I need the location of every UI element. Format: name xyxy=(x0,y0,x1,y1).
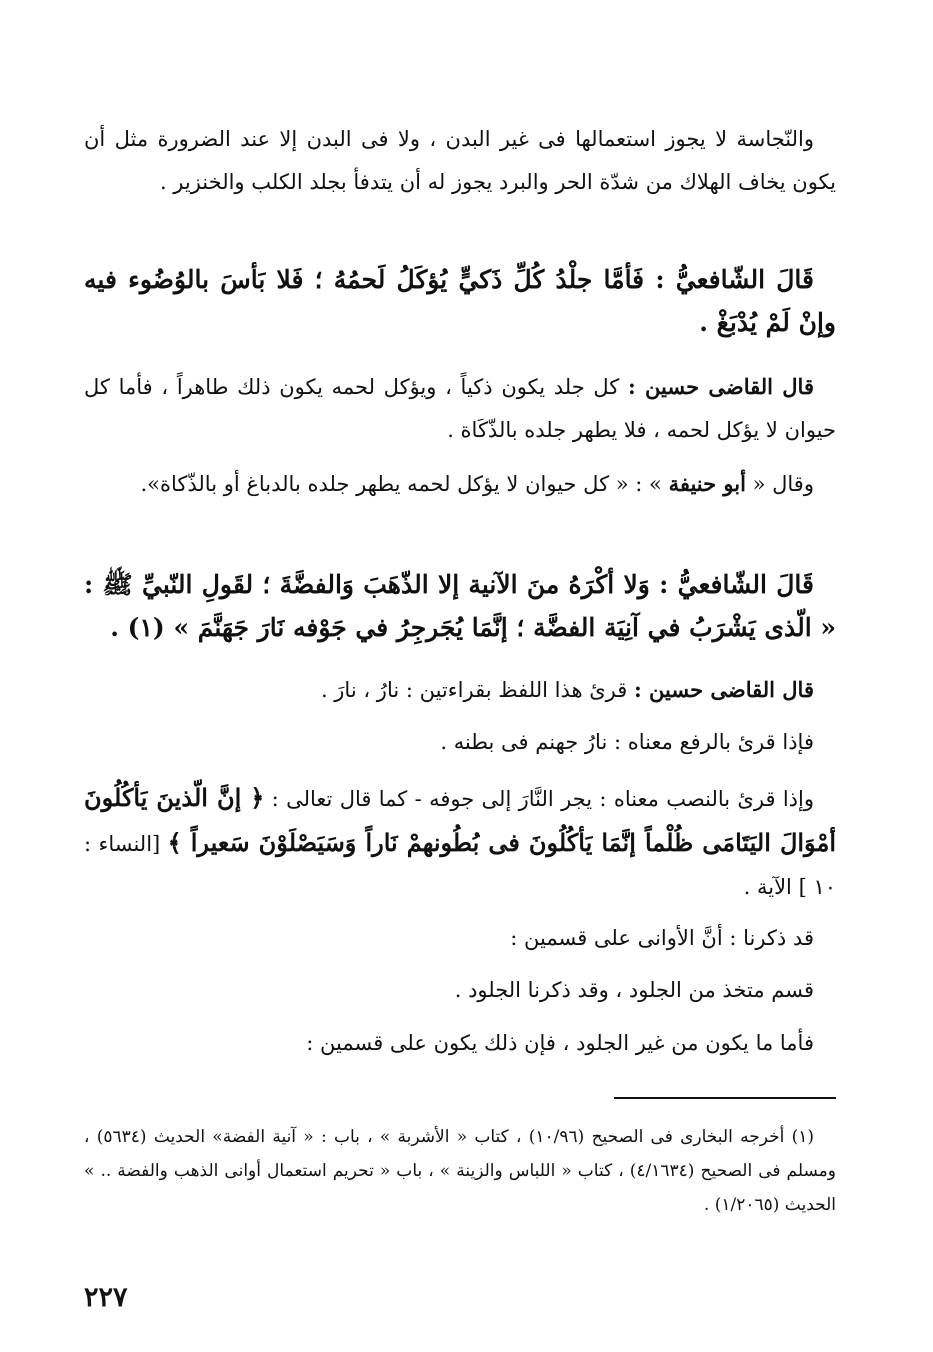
footnote xyxy=(84,1120,836,1222)
paragraph-nasb xyxy=(84,776,836,909)
paragraph-text: قد ذكرنا : أنَّ الأوانى على قسمين : xyxy=(510,926,814,950)
paragraph-1 xyxy=(84,118,836,204)
prefix-text: وقال « xyxy=(745,472,814,496)
paragraph-9 xyxy=(84,917,836,960)
paragraph-text: فأما ما يكون من غير الجلود ، فإن ذلك يكون على قسمين : xyxy=(306,1031,814,1055)
paragraph-raf xyxy=(84,721,836,764)
paragraph-10 xyxy=(84,969,836,1012)
commentary-text: وإذا قرئ بالنصب معناه : يجر النَّارَ إلى جوفه - كما قال تعالى : xyxy=(264,787,814,811)
commentary-text: » : « كل حيوان لا يؤكل لحمه يطهر جلده بالدباغ أو بالذّكاة». xyxy=(140,472,669,496)
speaker-label: أبو حنيفة xyxy=(668,471,746,496)
shafii-statement: قَالَ الشّافعيُّ : فَأمَّا جلْدُ كُلِّ ذَكيٍّ يُؤكَلُ لَحمُهُ ؛ فَلا بَأسَ بالوُضُوء فيه وإنْ لَمْ يُدْبَغْ . xyxy=(84,265,836,337)
paragraph-text xyxy=(84,668,836,712)
quran-verse: ﴿ إنَّ الّذينَ يَأكُلُونَ أمْوَالَ اليَتَامَى ظُلْماً إنَّمَا يَأكُلُونَ فى بُطُونهمْ نَاراً وَسَيَصْلَوْنَ سَعيراً ﴾ xyxy=(84,783,836,857)
footnote-divider xyxy=(614,1097,836,1099)
paragraph-text: والنّجاسة لا يجوز استعمالها فى غير البدن ، ولا فى البدن إلا عند الضرورة مثل أن يكون يخاف الهلاك من شدّة الحر والبرد يجوز له أن يتدفأ بجلد الكلب والخنزير . xyxy=(84,127,836,194)
speaker-label: قال القاضى حسين : xyxy=(627,374,814,399)
paragraph-shafii-1 xyxy=(84,258,836,344)
paragraph-shafii-2 xyxy=(84,563,836,649)
paragraph-qadi-1 xyxy=(84,365,836,452)
speaker-label: قال القاضى حسين : xyxy=(633,677,814,702)
paragraph-qadi-2 xyxy=(84,668,836,712)
footnote-text: (١) أخرجه البخارى فى الصحيح (١٠/٩٦) ، كتاب « الأشربة » ، باب : « آنية الفضة» الحديث (٥٦٣٤) ، ومسلم فى الصحيح (٤/١٦٣٤) ، كتاب « اللباس والزينة » ، باب « تحريم استعمال أوانى الذهب والفضة .. » الحديث (١/٢٠٦٥) . xyxy=(84,1127,836,1215)
paragraph-text xyxy=(84,776,836,909)
paragraph-abu-hanifa xyxy=(84,462,836,506)
paragraph-text xyxy=(84,462,836,506)
shafii-statement: قَالَ الشّافعيُّ : وَلا أكْرَهُ منَ الآنية إلا الذّهَبَ وَالفضَّةَ ؛ لقَولِ النّبيِّ ﷺ : « الّذى يَشْرَبُ في آنِيَة الفضَّة ؛ إنَّمَا يُجَرجِرُ في جَوْفه نَارَ جَهَنَّمَ » (١) . xyxy=(84,570,836,642)
commentary-text: كل جلد يكون ذكياً ، ويؤكل لحمه يكون ذلك طاهراً ، فأما كل حيوان لا يؤكل لحمه ، فلا يطهر جلده بالذّكَاة . xyxy=(84,375,836,442)
verse-reference: [النساء : ١٠ ] الآية . xyxy=(84,832,836,899)
paragraph-11 xyxy=(84,1022,836,1065)
paragraph-text: فإذا قرئ بالرفع معناه : نارُ جهنم فى بطنه . xyxy=(440,730,814,754)
paragraph-text xyxy=(84,365,836,452)
commentary-text: قرئ هذا اللفظ بقراءتين : نارُ ، نارَ . xyxy=(320,678,634,702)
paragraph-text: قسم متخذ من الجلود ، وقد ذكرنا الجلود . xyxy=(454,978,814,1002)
page-number: ٢٢٧ xyxy=(84,1282,128,1313)
